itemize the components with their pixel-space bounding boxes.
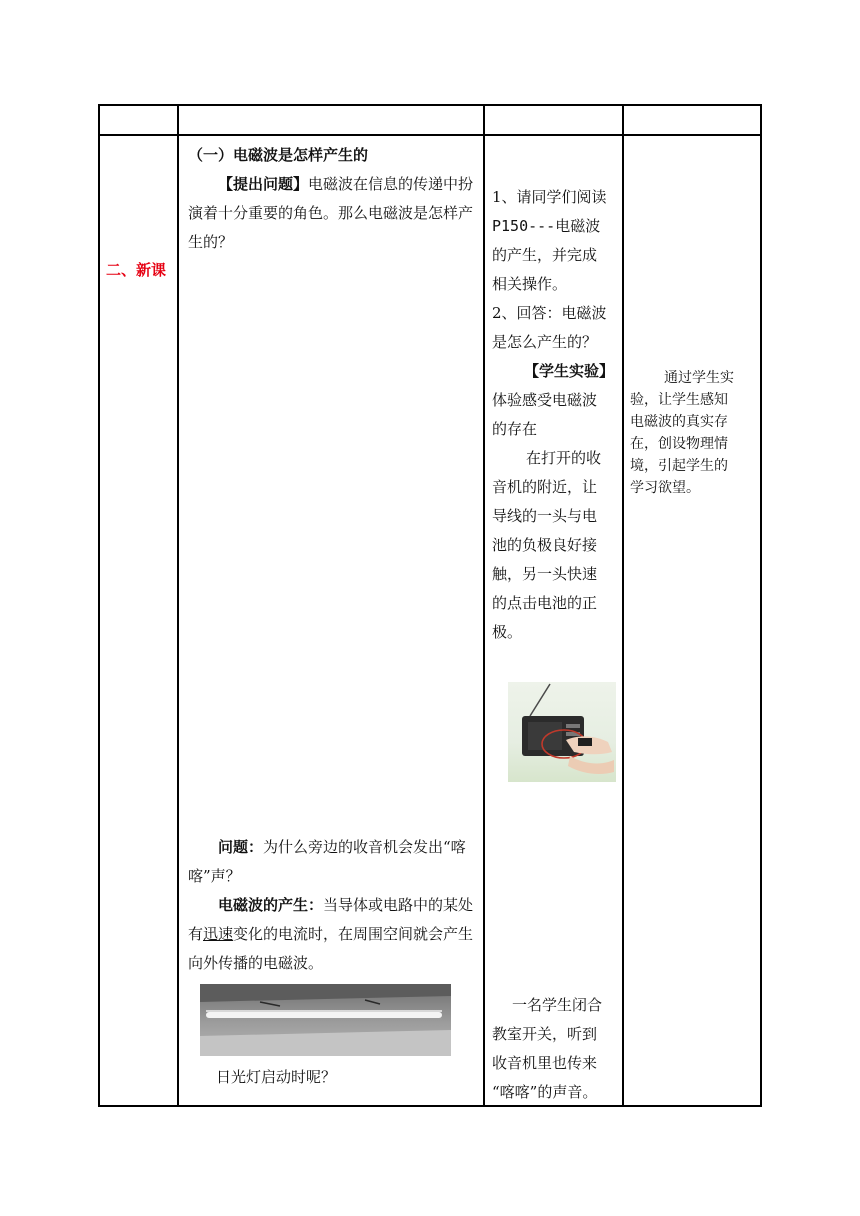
student-activity-top [492, 183, 620, 647]
step1-line-c: 的产生，并完成 [492, 246, 598, 264]
question-label: 【提出问题】 [218, 175, 309, 193]
fluorescent-lamp-image [200, 984, 451, 1056]
switch-line-d: “喀喀”的声音。 [492, 1083, 598, 1101]
intent-line-3: 电磁波的真实存 [630, 414, 728, 430]
subsection-heading: （一）电磁波是怎样产生的 [188, 146, 369, 164]
intent-line-1: 通过学生实 [664, 370, 734, 386]
table-top-border [98, 104, 762, 106]
table-col-divider-2 [483, 104, 485, 1107]
switch-line-a: 一名学生闭合 [512, 996, 603, 1014]
step2-line-a: 2、回答：电磁波 [492, 304, 607, 322]
problem-text: 为什么旁边的收音机会发出“喀喀”声？ [188, 838, 466, 885]
experiment-line-g: 触，另一头快速 [492, 565, 598, 583]
teaching-content-bottom [188, 833, 478, 978]
table-col-divider-1 [177, 104, 179, 1107]
experiment-line-c: 在打开的收 [526, 449, 602, 467]
switch-line-c: 收音机里也传来 [492, 1054, 598, 1072]
table-left-border [98, 104, 100, 1107]
intent-line-2: 验，让学生感知 [630, 392, 728, 408]
experiment-line-e: 导线的一头与电 [492, 507, 598, 525]
table-bottom-border [98, 1105, 762, 1107]
generation-text-a: 当导体或电路中的某处有 [188, 896, 474, 943]
step1-line-a: 1、请同学们阅读 [492, 188, 607, 206]
intent-line-6: 学习欲望。 [630, 480, 700, 496]
question-text: 电磁波在信息的传递中扮演着十分重要的角色。那么电磁波是怎样产生的？ [188, 175, 474, 251]
question-paragraph [188, 170, 478, 257]
lamp-caption: 日光灯启动时呢？ [216, 1068, 337, 1086]
experiment-line-d: 音机的附近，让 [492, 478, 598, 496]
generation-label: 电磁波的产生： [218, 896, 324, 914]
table-right-border [760, 104, 762, 1107]
experiment-line-h: 的点击电池的正 [492, 594, 598, 612]
intent-line-4: 在，创设物理情 [630, 436, 728, 452]
step1-line-b: P150---电磁波 [492, 217, 601, 235]
generation-paragraph [188, 891, 478, 978]
student-activity-bottom [492, 991, 620, 1107]
section-label: 二、新课 [106, 261, 167, 279]
experiment-line-i: 极。 [492, 623, 523, 641]
generation-text-b: 变化的电流时，在周围空间就会产生向外传播的电磁波。 [188, 925, 474, 972]
table-header-divider [98, 134, 762, 136]
problem-label: 问题： [218, 838, 264, 856]
experiment-line-b: 的存在 [492, 420, 538, 438]
radio-experiment-graphic [508, 682, 616, 782]
teaching-content-top [188, 141, 478, 257]
radio-experiment-image [508, 682, 616, 782]
step2-line-b: 是怎么产生的？ [492, 333, 598, 351]
table-col-divider-3 [622, 104, 624, 1107]
experiment-line-a: 体验感受电磁波 [492, 391, 598, 409]
fluorescent-lamp-graphic [200, 984, 451, 1056]
step1-line-d: 相关操作。 [492, 275, 568, 293]
design-intent [630, 367, 758, 499]
experiment-line-f: 池的负极良好接 [492, 536, 598, 554]
switch-line-b: 教室开关，听到 [492, 1025, 598, 1043]
generation-underlined-word: 迅速 [203, 925, 234, 943]
experiment-label: 【学生实验】 [523, 362, 614, 380]
problem-paragraph [188, 833, 478, 891]
intent-line-5: 境，引起学生的 [630, 458, 728, 474]
